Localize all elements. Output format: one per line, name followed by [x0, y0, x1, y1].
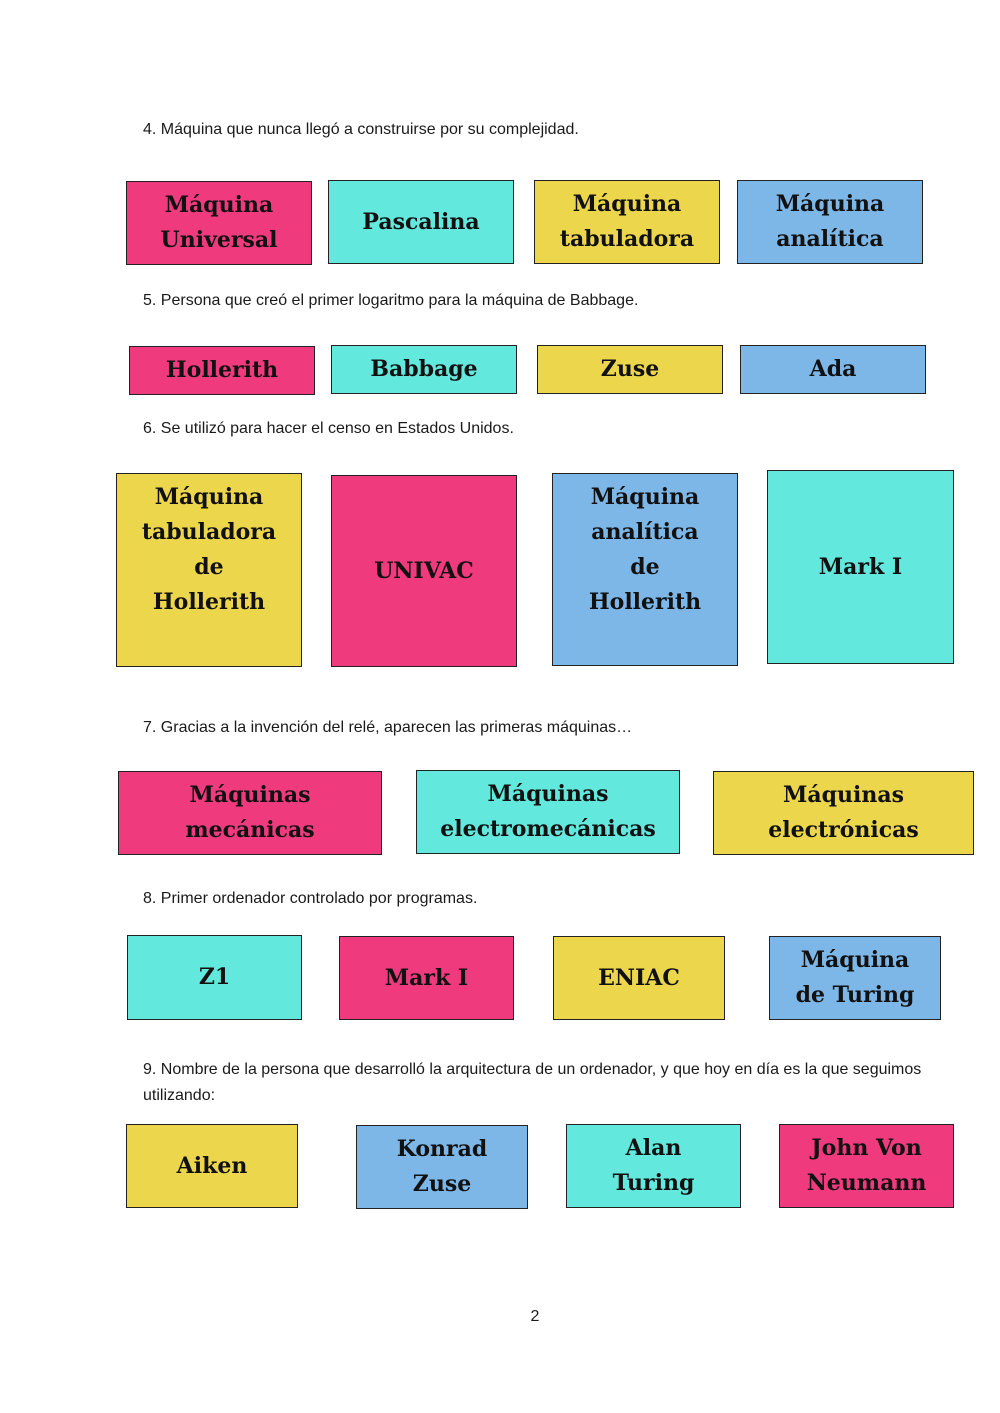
question-7-text: 7. Gracias a la invención del relé, aparecen las primeras máquinas…: [143, 719, 633, 736]
option-zuse[interactable]: [537, 345, 723, 394]
option-maquinas-mecanicas[interactable]: [118, 771, 382, 855]
option-univac[interactable]: [331, 475, 517, 667]
option-label: Zuse: [600, 356, 660, 382]
option-konrad-zuse[interactable]: [356, 1125, 528, 1209]
option-label: Máquinas electrónicas: [768, 782, 919, 843]
question-4-text: 4. Máquina que nunca llegó a construirse por su complejidad.: [143, 121, 579, 138]
option-label: Máquinas electromecánicas: [440, 781, 656, 842]
option-label: Hollerith: [165, 357, 279, 383]
option-maquina-analitica-de-hollerith[interactable]: [552, 473, 738, 666]
option-mark-i[interactable]: [767, 470, 954, 664]
option-mark-i[interactable]: [339, 936, 514, 1020]
option-aiken[interactable]: [126, 1124, 298, 1208]
option-maquina-tabuladora[interactable]: [534, 180, 720, 264]
option-label: Máquina de Turing: [795, 947, 915, 1008]
option-john-von-neumann[interactable]: [779, 1124, 954, 1208]
option-label: Máquina tabuladora: [559, 191, 695, 252]
option-maquina-analitica[interactable]: [737, 180, 923, 264]
option-hollerith[interactable]: [129, 346, 315, 395]
option-label: John Von Neumann: [806, 1135, 927, 1196]
option-label: ENIAC: [598, 964, 680, 991]
question-8-text: 8. Primer ordenador controlado por programas.: [143, 890, 478, 907]
option-babbage[interactable]: [331, 345, 517, 394]
option-maquina-universal[interactable]: [126, 181, 312, 265]
option-label: Ada: [809, 356, 857, 382]
option-label: Máquina analítica de Hollerith: [588, 484, 702, 615]
option-label: Z1: [198, 964, 231, 990]
option-label: Konrad Zuse: [396, 1136, 488, 1197]
option-label: Máquinas mecánicas: [185, 782, 315, 843]
option-maquinas-electromecanicas[interactable]: [416, 770, 680, 854]
question-6-text: 6. Se utilizó para hacer el censo en Estados Unidos.: [143, 420, 514, 437]
option-label: UNIVAC: [374, 557, 474, 584]
page-number: 2: [530, 1308, 540, 1325]
option-z1[interactable]: [127, 935, 302, 1020]
option-eniac[interactable]: [553, 936, 725, 1020]
option-maquina-tabuladora-de-hollerith[interactable]: [116, 473, 302, 667]
option-ada[interactable]: [740, 345, 926, 394]
option-alan-turing[interactable]: [566, 1124, 741, 1208]
option-label: Aiken: [176, 1152, 248, 1179]
option-label: Máquina Universal: [160, 192, 278, 253]
option-label: Babbage: [370, 356, 478, 382]
question-9-text: 9. Nombre de la persona que desarrolló la arquitectura de un ordenador, y que hoy en día es la que seguimos utilizando:: [143, 1061, 922, 1104]
option-label: Mark I: [384, 964, 469, 991]
option-label: Mark I: [818, 553, 903, 580]
option-label: Máquina tabuladora de Hollerith: [141, 484, 277, 615]
option-label: Máquina analítica: [775, 191, 885, 252]
question-5-text: 5. Persona que creó el primer logaritmo para la máquina de Babbage.: [143, 292, 639, 309]
option-maquinas-electronicas[interactable]: [713, 771, 974, 855]
option-label: Pascalina: [362, 208, 480, 235]
option-label: Alan Turing: [612, 1135, 695, 1196]
option-maquina-de-turing[interactable]: [769, 936, 941, 1020]
option-pascalina[interactable]: [328, 180, 514, 264]
